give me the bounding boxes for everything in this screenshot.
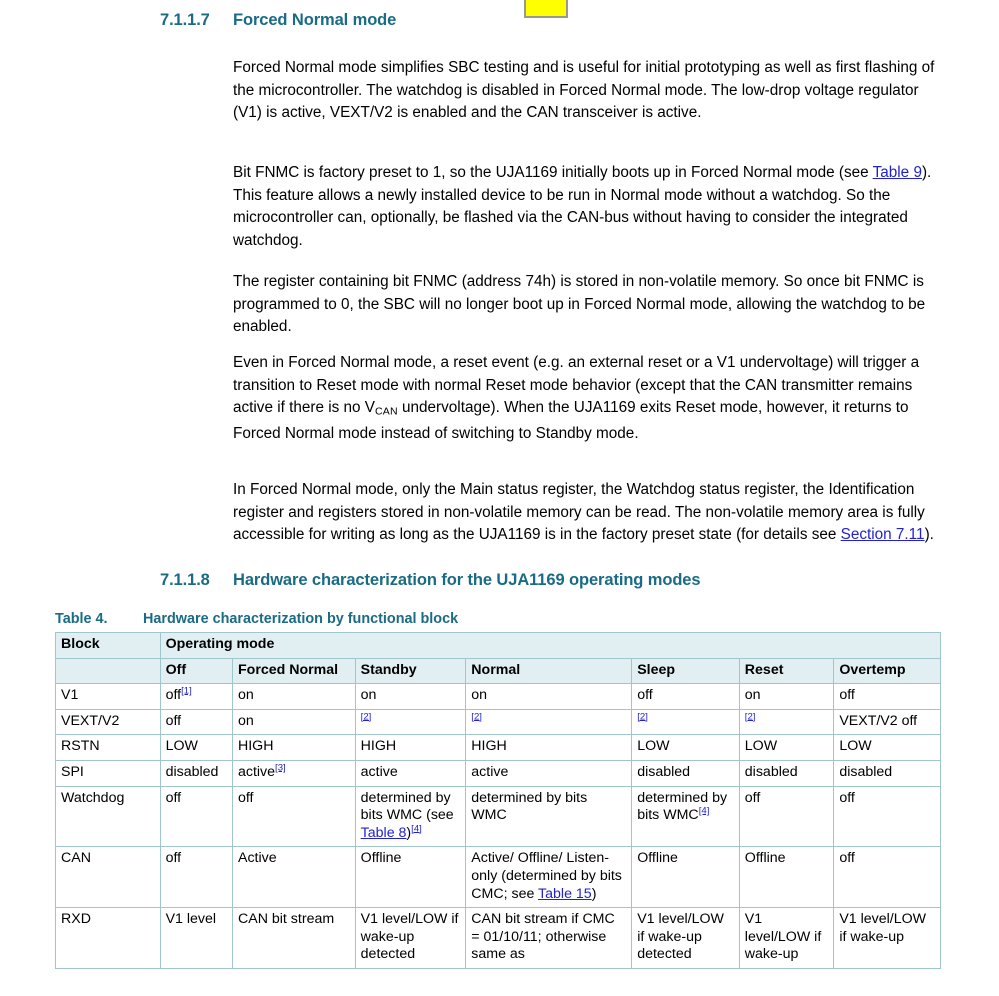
table-cell: [466, 709, 632, 735]
header-col-overtemp: Overtemp: [834, 658, 941, 684]
table-cell: LOW: [739, 735, 834, 761]
row-block-label: CAN: [56, 847, 161, 908]
footnote-ref[interactable]: [361, 711, 372, 722]
paragraph-fnmc-preset: [233, 162, 939, 252]
section-number: 7.1.1.7: [160, 11, 210, 29]
paragraph-register-access: [233, 479, 939, 547]
table-cell: LOW: [632, 735, 740, 761]
table-row: [56, 684, 941, 710]
section-title: Forced Normal mode: [233, 11, 397, 29]
footnote-link[interactable]: [2]: [744, 711, 756, 723]
header-operating-mode: Operating mode: [160, 633, 940, 659]
link-section-7-11[interactable]: Section 7.11: [840, 526, 925, 544]
header-col-forced-normal: Forced Normal: [232, 658, 355, 684]
section-number: 7.1.1.8: [160, 571, 210, 589]
table-cell: [739, 709, 834, 735]
table-cell: HIGH: [466, 735, 632, 761]
footnote-link[interactable]: [2]: [637, 711, 648, 723]
table-cell: Active/ Offline/ Listen-only (determined by bits CMC; see Table 15): [466, 847, 632, 908]
table-cell: active: [466, 760, 632, 786]
footnote-ref[interactable]: [699, 805, 710, 816]
table-cell: off: [632, 684, 740, 710]
footnote-ref[interactable]: [471, 711, 482, 722]
table-cell: CAN bit stream if CMC = 01/10/11; otherwise same as: [466, 908, 632, 969]
table-cell: VEXT/V2 off: [834, 709, 941, 735]
paragraph-text-part: undervoltage). When the UJA1169 exits Reset mode, however, it returns to Forced Normal mode instead of switching to Standby mode.: [233, 399, 909, 443]
footnote-link[interactable]: [4]: [698, 805, 710, 817]
table-row: [56, 709, 941, 735]
footnote-ref[interactable]: [181, 685, 192, 696]
table-body: [56, 684, 941, 969]
header-col-sleep: Sleep: [632, 658, 740, 684]
table-cell: off: [834, 786, 941, 847]
table-cell: V1 level/LOW if wake-up: [834, 908, 941, 969]
paragraph-text-part: In Forced Normal mode, only the Main status register, the Watchdog status register, the Identification register and registers stored in non-volatile memory can be read. The non-volatile memory area is fully accessible for writing as long as the UJA1169 is in the factory preset state (for details see: [233, 481, 925, 544]
paragraph-fnmc-register: The register containing bit FNMC (address 74h) is stored in non-volatile memory. So once bit FNMC is programmed to 0, the SBC will no longer boot up in Forced Normal mode, allowing the watchdog to be enabled.: [233, 273, 926, 336]
footnote-ref[interactable]: [745, 711, 756, 722]
table-cell: off: [160, 847, 232, 908]
table-row: [56, 908, 941, 969]
table-cell: Active: [232, 847, 355, 908]
table-cell: [355, 709, 466, 735]
table-row: [56, 847, 941, 908]
table-cell: disabled: [160, 760, 232, 786]
link-table-15[interactable]: Table 15: [538, 885, 592, 902]
table-cell: disabled: [739, 760, 834, 786]
table-cell: disabled: [632, 760, 740, 786]
row-block-label: RSTN: [56, 735, 161, 761]
header-col-reset: Reset: [739, 658, 834, 684]
paragraph-forced-normal-intro: Forced Normal mode simplifies SBC testing and is useful for initial prototyping as well as first flashing of the microcontroller. The watchdog is disabled in Forced Normal mode. The low-drop voltage regulator (V1) is active, VEXT/V2 is enabled and the CAN transceiver is active.: [233, 59, 935, 122]
subscript-can: CAN: [375, 405, 398, 418]
table-cell: [632, 709, 740, 735]
row-block-label: Watchdog: [56, 786, 161, 847]
paragraph-text-part: Even in Forced Normal mode, a reset event (e.g. an external reset or a V1 undervoltage) will trigger a transition to Reset mode with normal Reset mode behavior (except that the CAN transmitter remains active if there is no V: [233, 354, 920, 417]
row-block-label: SPI: [56, 760, 161, 786]
paragraph-reset-event: [233, 352, 939, 446]
header-col-off: Off: [160, 658, 232, 684]
paragraph-text-part: ). This feature allows a newly installed device to be run in Normal mode without a watchdog. So the microcontroller can, optionally, be flashed via the CAN-bus without having to consider the integrated watchdog.: [233, 164, 932, 250]
footnote-link[interactable]: [4]: [411, 823, 422, 835]
row-block-label: V1: [56, 684, 161, 710]
header-block: Block: [56, 633, 161, 659]
table-cell: on: [739, 684, 834, 710]
table-cell: LOW: [834, 735, 941, 761]
section-title: Hardware characterization for the UJA1169 operating modes: [233, 571, 701, 589]
link-table-8[interactable]: Table 8: [360, 824, 407, 841]
footnote-link[interactable]: [3]: [275, 762, 286, 774]
table-cell: HIGH: [232, 735, 355, 761]
table-cell: V1 level: [160, 908, 232, 969]
table-cell: off: [834, 847, 941, 908]
table-cell: V1 level/LOW if wake-up detected: [632, 908, 740, 969]
table-caption: [55, 611, 458, 627]
paragraph-text-part: ).: [924, 526, 934, 544]
table-cell: off: [739, 786, 834, 847]
table-cell: Offline: [739, 847, 834, 908]
table-cell: on: [355, 684, 466, 710]
header-col-normal: Normal: [466, 658, 632, 684]
table-cell: LOW: [160, 735, 232, 761]
table-cell: on: [232, 709, 355, 735]
table-header-columns-row: [56, 658, 941, 684]
row-block-label: VEXT/V2: [56, 709, 161, 735]
yellow-highlight-mark: [524, 0, 568, 18]
footnote-link[interactable]: [1]: [181, 685, 192, 697]
table-cell: CAN bit stream: [232, 908, 355, 969]
table-cell: off: [160, 709, 232, 735]
table-cell: V1 level/LOW if wake-up detected: [355, 908, 466, 969]
table-cell: active[3]: [232, 760, 355, 786]
table-cell: off: [160, 786, 232, 847]
table-cell: on: [232, 684, 355, 710]
table-cell: off: [834, 684, 941, 710]
table-cell: determined by bits WMC: [466, 786, 632, 847]
row-block-label: RXD: [56, 908, 161, 969]
table-cell: off: [232, 786, 355, 847]
table-cell: V1 level/LOW if wake-up: [739, 908, 834, 969]
table-cell: Offline: [355, 847, 466, 908]
table-row: [56, 786, 941, 847]
footnote-ref[interactable]: [411, 823, 422, 834]
table-cell: active: [355, 760, 466, 786]
header-col-standby: Standby: [355, 658, 466, 684]
table-cell: on: [466, 684, 632, 710]
table-header-group-row: [56, 633, 941, 659]
table-cell: HIGH: [355, 735, 466, 761]
table-row: [56, 735, 941, 761]
paragraph-text-part: Bit FNMC is factory preset to 1, so the UJA1169 initially boots up in Forced Normal mode (see: [233, 164, 873, 182]
table-cell: determined by bits WMC[4]: [632, 786, 740, 847]
footnote-ref[interactable]: [637, 711, 648, 722]
table-header: [56, 633, 941, 684]
link-table-9[interactable]: Table 9: [872, 164, 922, 182]
table-cell: off[1]: [160, 684, 232, 710]
table-cell: determined by bits WMC (see Table 8)[4]: [355, 786, 466, 847]
table-cell: Offline: [632, 847, 740, 908]
table-cell: disabled: [834, 760, 941, 786]
footnote-link[interactable]: [2]: [471, 711, 482, 723]
table-row: [56, 760, 941, 786]
table-caption-number: Table 4.: [55, 611, 108, 627]
footnote-link[interactable]: [2]: [360, 711, 372, 723]
table-caption-title: Hardware characterization by functional block: [143, 611, 459, 627]
header-blank: [56, 658, 161, 684]
footnote-ref[interactable]: [275, 762, 286, 773]
hardware-characterization-table: [55, 632, 941, 969]
